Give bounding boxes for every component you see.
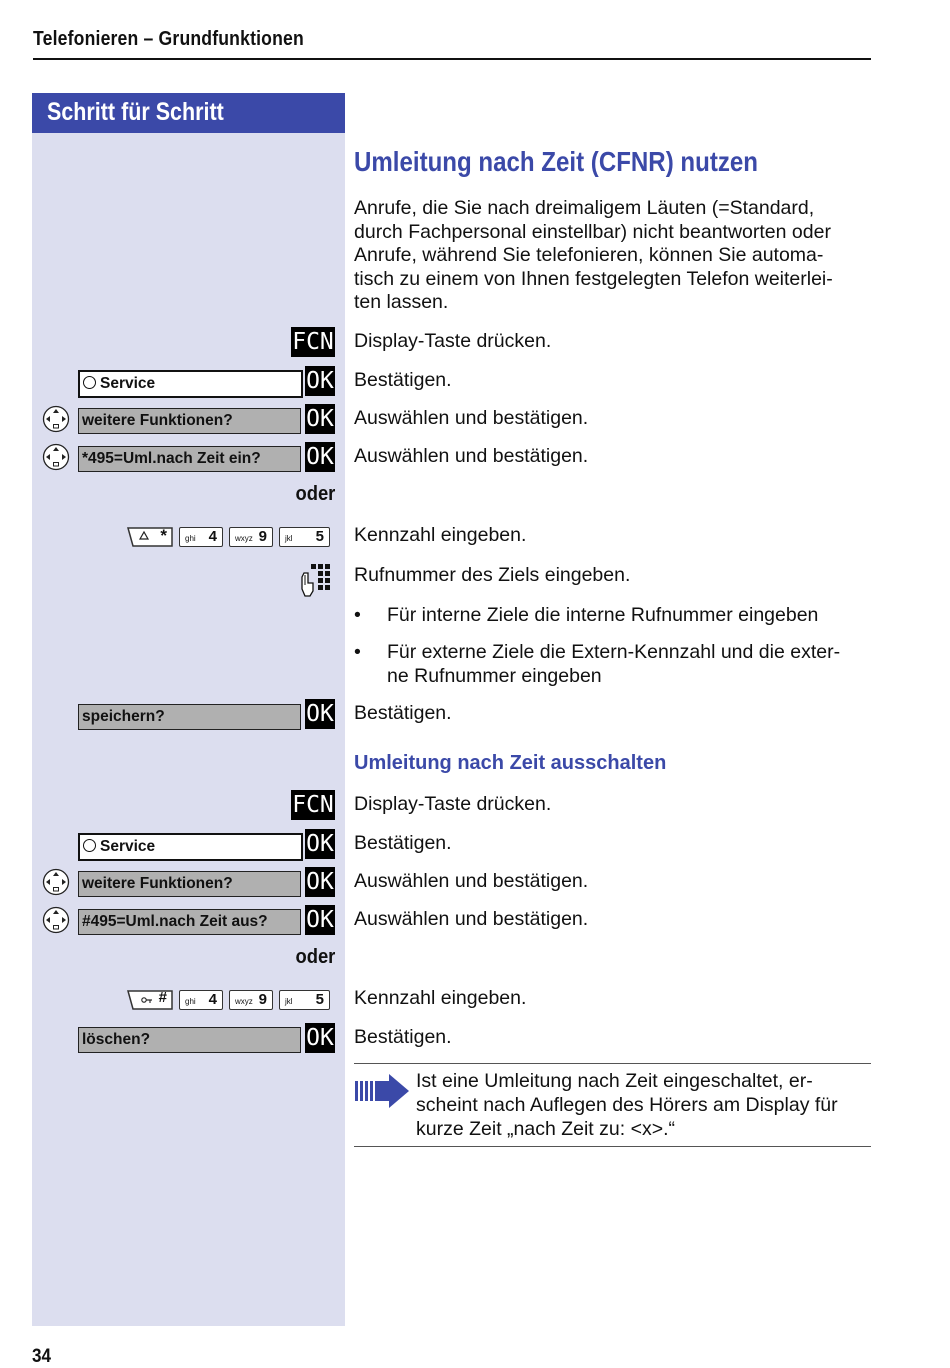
key-digit: 4 <box>208 528 217 545</box>
key-9-icon <box>229 990 273 1010</box>
note-arrow-icon <box>354 1073 410 1109</box>
key-letters: ghi <box>185 534 196 543</box>
ok-key-icon: OK <box>306 368 334 394</box>
key-digit: 9 <box>258 991 267 1008</box>
dial-keypad-icon <box>301 563 333 597</box>
bullet-item <box>354 640 874 688</box>
step-text: Auswählen und bestätigen. <box>354 445 589 467</box>
ok-key-icon: OK <box>306 444 334 470</box>
step-text: Display-Taste drücken. <box>354 330 552 352</box>
display-more-functions <box>78 871 301 897</box>
key-letters: jkl <box>285 534 293 543</box>
intro-line: Anrufe, die Sie nach dreimaligem Läuten (=Standard, <box>354 197 815 219</box>
circle-icon <box>83 839 96 852</box>
ok-key-icon: OK <box>306 907 334 933</box>
display-text: *495=Uml.nach Zeit ein? <box>82 450 261 467</box>
display-code-on <box>78 446 301 472</box>
page-header-title: Telefonieren – Grundfunktionen <box>33 28 304 50</box>
display-code-off <box>78 909 301 935</box>
sidebar-heading-bar <box>32 93 345 133</box>
bullet-text: Für externe Ziele die Extern-Kennzahl und die exter- <box>387 641 841 663</box>
key-letters: ghi <box>185 997 196 1006</box>
step-text: Kennzahl eingeben. <box>354 524 527 546</box>
circle-icon <box>83 376 96 389</box>
display-service-option <box>78 833 303 861</box>
note-top-rule <box>354 1063 871 1064</box>
step-text: Kennzahl eingeben. <box>354 987 527 1009</box>
display-text: Service <box>100 838 156 855</box>
note-text <box>416 1069 876 1141</box>
display-text: weitere Funktionen? <box>82 412 233 429</box>
hash-key-label: # <box>158 989 167 1006</box>
navigation-keys-icon <box>42 868 70 896</box>
key-9-icon <box>229 527 273 547</box>
display-text: weitere Funktionen? <box>82 875 233 892</box>
ok-key-icon: OK <box>306 869 334 895</box>
display-text: Service <box>100 375 156 392</box>
sidebar-heading: Schritt für Schritt <box>47 98 224 126</box>
intro-line: tisch zu einem von Ihnen festgelegten Telefon weiterlei- <box>354 267 833 290</box>
fcn-key-icon: FCN <box>292 792 334 818</box>
key-4-icon <box>179 527 223 547</box>
or-label: oder <box>295 483 335 505</box>
step-text: Bestätigen. <box>354 1026 452 1048</box>
bullet-text: ne Rufnummer eingeben <box>387 665 602 687</box>
step-text: Auswählen und bestätigen. <box>354 407 589 429</box>
intro-line: ten lassen. <box>354 291 449 313</box>
key-5-icon <box>279 990 330 1010</box>
intro-line: Anrufe, während Sie telefonieren, können Sie automa- <box>354 244 824 266</box>
step-text: Bestätigen. <box>354 369 452 391</box>
intro-line: durch Fachpersonal einstellbar) nicht beantworten oder <box>354 220 831 243</box>
intro-paragraph <box>354 197 874 315</box>
bullet-dot: • <box>354 641 361 663</box>
key-5-icon <box>279 527 330 547</box>
display-text: löschen? <box>82 1031 151 1048</box>
step-text: Bestätigen. <box>354 702 452 724</box>
step-text: Auswählen und bestätigen. <box>354 908 589 930</box>
key-digit: 4 <box>208 991 217 1008</box>
note-bottom-rule <box>354 1146 871 1147</box>
ok-key-icon: OK <box>306 406 334 432</box>
key-letters: wxyz <box>235 997 253 1006</box>
bullet-text: Für interne Ziele die interne Rufnummer eingeben <box>387 604 819 626</box>
display-service-option <box>78 370 303 398</box>
display-text: #495=Uml.nach Zeit aus? <box>82 913 268 930</box>
note-line: scheint nach Auflegen des Hörers am Display für <box>416 1094 838 1116</box>
ok-key-icon: OK <box>306 701 334 727</box>
ok-key-icon: OK <box>306 831 334 857</box>
fcn-key-icon: FCN <box>292 329 334 355</box>
step-text: Display-Taste drücken. <box>354 793 552 815</box>
ok-key-icon: OK <box>306 1025 334 1051</box>
subsection-title: Umleitung nach Zeit ausschalten <box>354 752 667 774</box>
bullet-item <box>354 603 874 627</box>
key-4-icon <box>179 990 223 1010</box>
or-label: oder <box>295 946 335 968</box>
bullet-dot: • <box>354 604 361 626</box>
navigation-keys-icon <box>42 405 70 433</box>
key-digit: 5 <box>315 528 324 545</box>
display-text: speichern? <box>82 708 165 725</box>
note-line: Ist eine Umleitung nach Zeit eingeschaltet, er- <box>416 1070 813 1092</box>
hash-key-icon <box>127 990 173 1010</box>
key-digit: 9 <box>258 528 267 545</box>
section-title: Umleitung nach Zeit (CFNR) nutzen <box>354 146 758 177</box>
star-key-label: * <box>160 526 167 545</box>
header-divider <box>33 58 871 60</box>
step-text: Rufnummer des Ziels eingeben. <box>354 564 631 586</box>
note-line: kurze Zeit „nach Zeit zu: <x>.“ <box>416 1118 676 1140</box>
page-number: 34 <box>32 1346 52 1367</box>
key-letters: jkl <box>285 997 293 1006</box>
key-letters: wxyz <box>235 534 253 543</box>
navigation-keys-icon <box>42 443 70 471</box>
display-save <box>78 704 301 730</box>
display-more-functions <box>78 408 301 434</box>
key-digit: 5 <box>315 991 324 1008</box>
star-key-icon <box>127 527 173 547</box>
navigation-keys-icon <box>42 906 70 934</box>
step-text: Bestätigen. <box>354 832 452 854</box>
display-delete <box>78 1027 301 1053</box>
step-text: Auswählen und bestätigen. <box>354 870 589 892</box>
